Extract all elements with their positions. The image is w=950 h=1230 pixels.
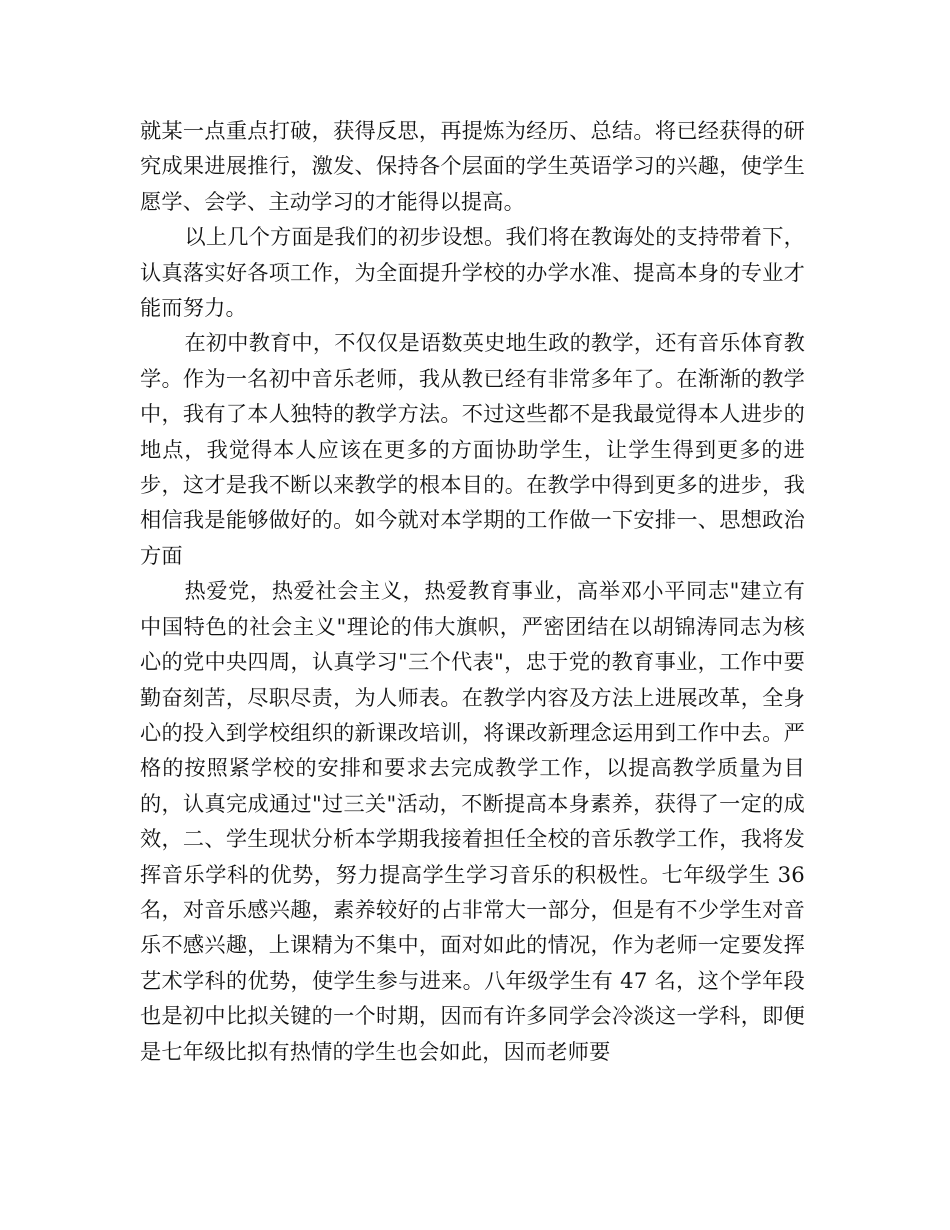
document-body [140, 113, 805, 1069]
paragraph-2: 以上几个方面是我们的初步设想。我们将在教诲处的支持带着下，认真落实好各项工作，为全面提升学校的办学水准、提高本身的专业才能而努力。 [140, 224, 805, 321]
paragraph-3: 在初中教育中，不仅仅是语数英史地生政的教学，还有音乐体育教学。作为一名初中音乐老师，我从教已经有非常多年了。在渐渐的教学中，我有了本人独特的教学方法。不过这些都不是我最觉得本人进步的地点，我觉得本人应该在更多的方面协助学生，让学生得到更多的进步，这才是我不断以来教学的根本目的。在教学中得到更多的进步，我相信我是能够做好的。如今就对本学期的工作做一下安排一、思想政治方面 [140, 330, 805, 568]
paragraph-4: 热爱党，热爱社会主义，热爱教育事业，高举邓小平同志"建立有中国特色的社会主义"理论的伟大旗帜，严密团结在以胡锦涛同志为核心的党中央四周，认真学习"三个代表"，忠于党的教育事业，工作中要勤奋刻苦，尽职尽责，为人师表。在教学内容及方法上进展改革，全身心的投入到学校组织的新课改培训，将课改新理念运用到工作中去。严格的按照紧学校的安排和要求去完成教学工作，以提高教学质量为目的，认真完成通过"过三关"活动，不断提高本身素养，获得了一定的成效，二、学生现状分析本学期我接着担任全校的音乐教学工作，我将发挥音乐学科的优势，努力提高学生学习音乐的积极性。七年级学生 36 名，对音乐感兴趣，素养较好的占非常大一部分，但是有不少学生对音乐不感兴趣，上课精为不集中，面对如此的情况，作为老师一定要发挥艺术学科的优势，使学生参与进来。八年级学生有 47 名，这个学年段也是初中比拟关键的一个时期，因而有许多同学会冷淡这一学科，即便是七年级比拟有热情的学生也会如此，因而老师要 [140, 578, 805, 1064]
paragraph-1: 就某一点重点打破，获得反思，再提炼为经历、总结。将已经获得的研究成果进展推行，激发、保持各个层面的学生英语学习的兴趣，使学生愿学、会学、主动学习的才能得以提高。 [140, 118, 805, 214]
